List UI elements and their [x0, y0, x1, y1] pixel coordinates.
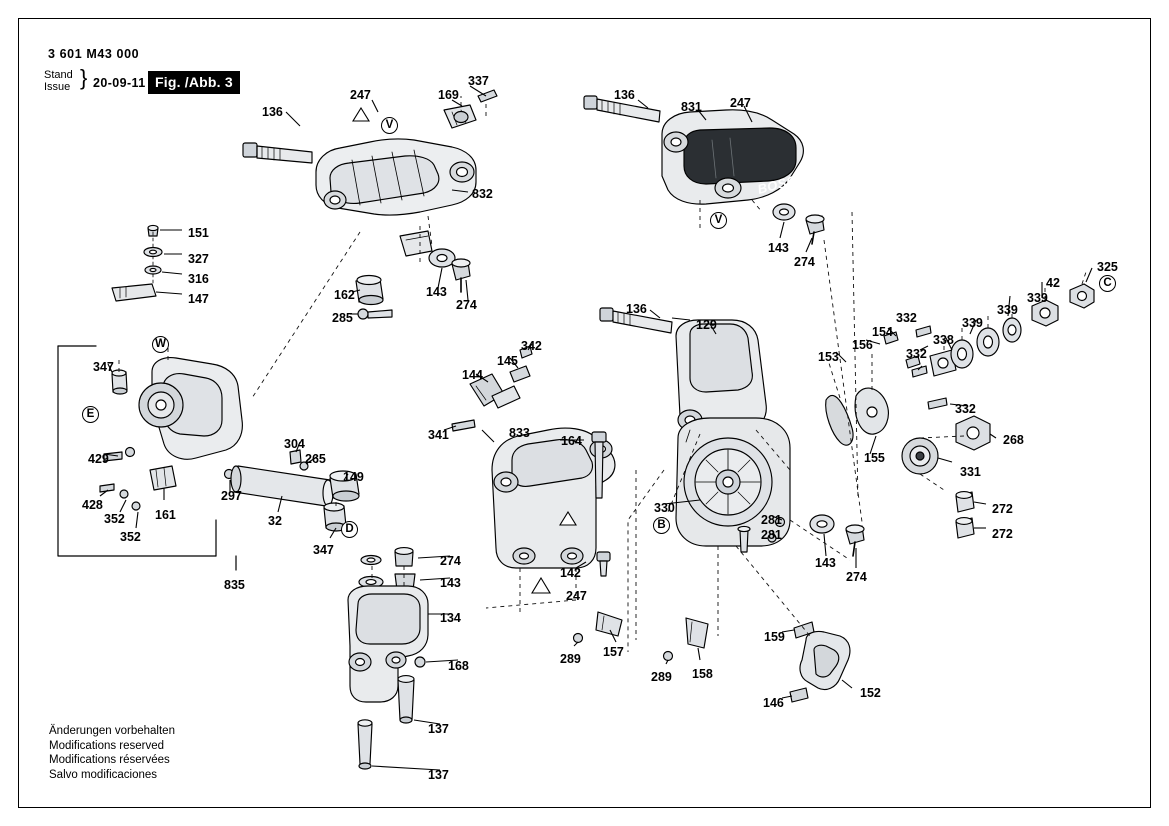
part-callout-325: 325 — [1097, 260, 1118, 274]
footer-line-de: Änderungen vorbehalten — [49, 725, 175, 737]
reference-letter-V: V — [710, 212, 727, 229]
part-callout-159: 159 — [764, 630, 785, 644]
part-callout-154: 154 — [872, 325, 893, 339]
issue-label: Issue — [44, 81, 71, 93]
part-callout-274: 274 — [456, 298, 477, 312]
part-callout-143: 143 — [815, 556, 836, 570]
part-callout-833: 833 — [509, 426, 530, 440]
part-callout-332: 332 — [896, 311, 917, 325]
part-callout-352: 352 — [104, 512, 125, 526]
part-callout-272: 272 — [992, 502, 1013, 516]
part-callout-142: 142 — [560, 566, 581, 580]
warning-triangle-icon-1 — [353, 108, 369, 121]
part-callout-337: 337 — [468, 74, 489, 88]
part-callout-347: 347 — [93, 360, 114, 374]
part-callout-149: 149 — [343, 470, 364, 484]
part-callout-289: 289 — [560, 652, 581, 666]
part-callout-247: 247 — [730, 96, 751, 110]
part-callout-32: 32 — [268, 514, 282, 528]
part-callout-274: 274 — [440, 554, 461, 568]
part-number: 3 601 M43 000 — [48, 47, 140, 61]
part-callout-137: 137 — [428, 768, 449, 782]
part-callout-42: 42 — [1046, 276, 1060, 290]
part-callout-137: 137 — [428, 722, 449, 736]
part-callout-332: 332 — [906, 347, 927, 361]
part-callout-161: 161 — [155, 508, 176, 522]
stand-label: Stand — [44, 69, 73, 81]
part-callout-145: 145 — [497, 354, 518, 368]
reference-letter-V: V — [381, 117, 398, 134]
part-callout-338: 338 — [933, 333, 954, 347]
part-callout-247: 247 — [350, 88, 371, 102]
part-callout-274: 274 — [794, 255, 815, 269]
part-callout-347: 347 — [313, 543, 334, 557]
footer-line-fr: Modifications réservées — [49, 754, 170, 767]
part-callout-339: 339 — [1027, 291, 1048, 305]
part-callout-268: 268 — [1003, 433, 1024, 447]
part-callout-339: 339 — [962, 316, 983, 330]
issue-date: 20-09-11 — [93, 76, 146, 90]
part-callout-835: 835 — [224, 578, 245, 592]
part-callout-136: 136 — [262, 105, 283, 119]
reference-letter-W: W — [152, 336, 169, 353]
part-callout-832: 832 — [472, 187, 493, 201]
part-callout-153: 153 — [818, 350, 839, 364]
part-callout-129: 129 — [696, 318, 717, 332]
part-callout-152: 152 — [860, 686, 881, 700]
part-callout-164: 164 — [561, 434, 582, 448]
figure-badge: Fig. /Abb. 3 — [148, 71, 240, 94]
reference-letter-E: E — [82, 406, 99, 423]
part-callout-428: 428 — [82, 498, 103, 512]
footer-line-es: Salvo modificaciones — [49, 768, 158, 781]
part-callout-143: 143 — [768, 241, 789, 255]
footer-line-en: Modifications reserved — [49, 739, 165, 752]
part-callout-304: 304 — [284, 437, 305, 451]
part-callout-831: 831 — [681, 100, 702, 114]
part-callout-162: 162 — [334, 288, 355, 302]
part-callout-285: 285 — [332, 311, 353, 325]
part-callout-134: 134 — [440, 611, 461, 625]
part-callout-136: 136 — [614, 88, 635, 102]
part-callout-143: 143 — [426, 285, 447, 299]
part-callout-151: 151 — [188, 226, 209, 240]
reference-letter-D: D — [341, 521, 358, 538]
part-callout-158: 158 — [692, 667, 713, 681]
part-callout-274: 274 — [846, 570, 867, 584]
part-callout-297: 297 — [221, 489, 242, 503]
part-callout-342: 342 — [521, 339, 542, 353]
part-callout-289: 289 — [651, 670, 672, 684]
part-callout-155: 155 — [864, 451, 885, 465]
reference-letter-B: B — [653, 517, 670, 534]
part-callout-352: 352 — [120, 530, 141, 544]
part-callout-341: 341 — [428, 428, 449, 442]
part-callout-281: 281 — [761, 513, 782, 527]
part-callout-247: 247 — [566, 589, 587, 603]
part-callout-316: 316 — [188, 272, 209, 286]
part-callout-156: 156 — [852, 338, 873, 352]
brace-glyph: } — [80, 65, 88, 90]
part-callout-168: 168 — [448, 659, 469, 673]
part-callout-429: 429 — [88, 452, 109, 466]
part-callout-330: 330 — [654, 501, 675, 515]
part-callout-331: 331 — [960, 465, 981, 479]
part-callout-157: 157 — [603, 645, 624, 659]
part-callout-136: 136 — [626, 302, 647, 316]
part-callout-339: 339 — [997, 303, 1018, 317]
part-callout-143: 143 — [440, 576, 461, 590]
part-callout-281: 281 — [761, 528, 782, 542]
part-callout-265: 265 — [305, 452, 326, 466]
part-callout-146: 146 — [763, 696, 784, 710]
part-callout-332: 332 — [955, 402, 976, 416]
part-callout-327: 327 — [188, 252, 209, 266]
footer-notes — [49, 724, 175, 782]
part-callout-272: 272 — [992, 527, 1013, 541]
part-callout-169: 169 — [438, 88, 459, 102]
part-callout-144: 144 — [462, 368, 483, 382]
part-callout-147: 147 — [188, 292, 209, 306]
bosch-logo-text: BOSCH — [755, 170, 808, 197]
reference-letter-C: C — [1099, 275, 1116, 292]
